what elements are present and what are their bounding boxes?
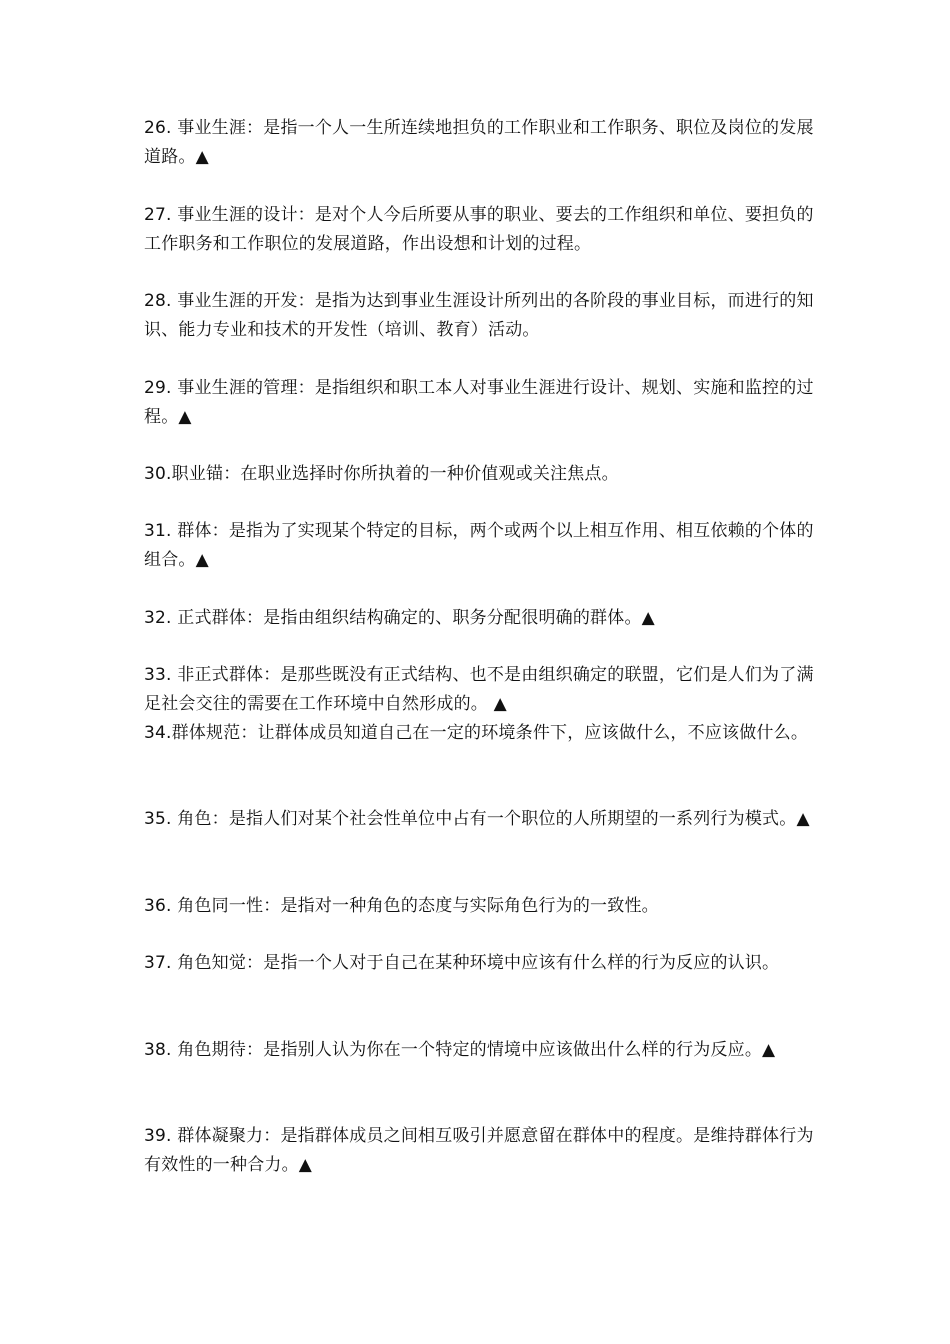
definition-34: 34.群体规范：让群体成员知道自己在一定的环境条件下，应该做什么，不应该做什么。 — [144, 723, 809, 743]
definition-31: 31. 群体：是指为了实现某个特定的目标，两个或两个以上相互作用、相互依赖的个体的组合。▲ — [144, 521, 814, 570]
definition-39: 39. 群体凝聚力：是指群体成员之间相互吸引并愿意留在群体中的程度。是维持群体行为有效性的一种合力。▲ — [144, 1126, 814, 1175]
definition-37: 37. 角色知觉：是指一个人对于自己在某种环境中应该有什么样的行为反应的认识。 — [144, 953, 780, 973]
definition-30: 30.职业锚：在职业选择时你所执着的一种价值观或关注焦点。 — [144, 464, 619, 484]
definition-38: 38. 角色期待：是指别人认为你在一个特定的情境中应该做出什么样的行为反应。▲ — [144, 1040, 776, 1060]
definition-27: 27. 事业生涯的设计：是对个人今后所要从事的职业、要去的工作组织和单位、要担负的工作职务和工作职位的发展道路，作出设想和计划的过程。 — [144, 205, 814, 254]
definition-35: 35. 角色：是指人们对某个社会性单位中占有一个职位的人所期望的一系列行为模式。▲ — [144, 809, 810, 829]
definition-32: 32. 正式群体：是指由组织结构确定的、职务分配很明确的群体。▲ — [144, 608, 655, 628]
definition-36: 36. 角色同一性：是指对一种角色的态度与实际角色行为的一致性。 — [144, 896, 659, 916]
definition-26: 26. 事业生涯：是指一个人一生所连续地担负的工作职业和工作职务、职位及岗位的发展道路。▲ — [144, 118, 814, 167]
definition-29: 29. 事业生涯的管理：是指组织和职工本人对事业生涯进行设计、规划、实施和监控的过程。▲ — [144, 378, 814, 427]
definition-33: 33. 非正式群体：是那些既没有正式结构、也不是由组织确定的联盟，它们是人们为了满足社会交往的需要在工作环境中自然形成的。 ▲ — [144, 665, 814, 714]
definition-28: 28. 事业生涯的开发：是指为达到事业生涯设计所列出的各阶段的事业目标，而进行的知识、能力专业和技术的开发性（培训、教育）活动。 — [144, 291, 814, 340]
